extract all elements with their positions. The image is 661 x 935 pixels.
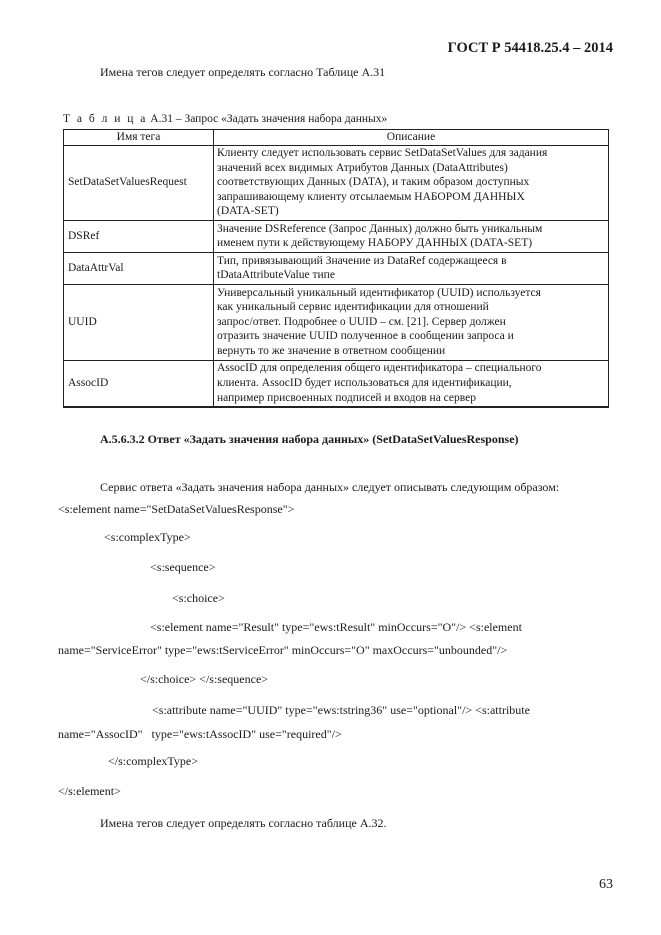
column-header-tag-name: Имя тега <box>64 130 214 146</box>
intro-paragraph: Имена тегов следует определять согласно Таблице А.31 <box>100 65 386 79</box>
description-line: именем пути к действующему НАБОРУ ДАННЫХ (DATA-SET) <box>217 237 533 250</box>
description-cell <box>214 145 609 220</box>
description-line: tDataAttributeValue типе <box>217 269 335 282</box>
body-paragraph: Имена тегов следует определять согласно таблице А.32. <box>100 816 387 830</box>
description-line: запрашивающему клиенту отсылаемым НАБОРОМ ДАННЫХ <box>217 190 525 203</box>
tag-name-cell: DSRef <box>64 220 214 252</box>
description-line: AssocID для определения общего идентификатора – специального <box>217 362 542 375</box>
page-number: 63 <box>599 877 613 892</box>
description-line: Значение DSReference (Запрос Данных) должно быть уникальным <box>217 222 543 235</box>
body-paragraph: Сервис ответа «Задать значения набора данных» следует описывать следующим образом: <box>100 480 560 494</box>
table-row <box>64 284 609 360</box>
table-header-row <box>64 130 609 146</box>
code-line: <s:sequence> <box>150 560 216 574</box>
description-line: отразить значение UUID полученное в сообщении запроса и <box>217 330 514 343</box>
code-line: <s:element name="SetDataSetValuesResponse"> <box>58 502 295 516</box>
code-line: <s:attribute name="UUID" type="ews:tstring36" use="optional"/> <s:attribute <box>152 703 530 717</box>
description-cell <box>214 252 609 284</box>
table-row <box>64 145 609 220</box>
table-caption-prefix: Т а б л и ц а <box>63 113 148 125</box>
table-caption-text: А.31 – Запрос «Задать значения набора данных» <box>150 113 388 125</box>
description-line: значений всех видимых Атрибутов Данных (DataAttributes) <box>217 161 508 174</box>
code-line: <s:element name="Result" type="ews:tResult" minOccurs="O"/> <s:element <box>150 620 522 634</box>
description-line: Универсальный уникальный идентификатор (UUID) используется <box>217 286 541 299</box>
tag-name-cell: SetDataSetValuesRequest <box>64 145 214 220</box>
description-line: клиента. AssocID будет использоваться для идентификации, <box>217 377 512 390</box>
tag-name-cell: AssocID <box>64 360 214 407</box>
description-line: Клиенту следует использовать сервис SetDataSetValues для задания <box>217 147 548 160</box>
tags-table <box>63 129 609 408</box>
description-line: как уникальный сервис идентификации для отношений <box>217 301 489 314</box>
description-cell <box>214 220 609 252</box>
code-line: </s:complexType> <box>108 754 199 768</box>
document-code-header: ГОСТ Р 54418.25.4 – 2014 <box>447 40 613 56</box>
code-line: </s:choice> </s:sequence> <box>140 672 269 686</box>
description-line: соответствующих Данных (DATA), и таким образом доступных <box>217 176 530 189</box>
table-row <box>64 252 609 284</box>
description-line: например присвоенных подписей и входов на сервер <box>217 391 476 404</box>
code-line: <s:complexType> <box>104 530 191 544</box>
description-line: Тип, привязывающий Значение из DataRef содержащееся в <box>217 254 507 267</box>
table-caption <box>63 113 387 125</box>
column-header-description: Описание <box>214 130 609 146</box>
description-line: вернуть то же значение в ответном сообщении <box>217 344 446 357</box>
code-line: </s:element> <box>58 784 121 798</box>
description-line: запрос/ответ. Подробнее о UUID – см. [21]. Сервер должен <box>217 315 506 328</box>
section-title: А.5.6.3.2 Ответ «Задать значения набора данных» (SetDataSetValuesResponse) <box>100 432 519 446</box>
description-cell <box>214 284 609 360</box>
code-line: name="AssocID" type="ews:tAssocID" use="required"/> <box>58 727 342 741</box>
code-line: <s:choice> <box>172 591 225 605</box>
table-row <box>64 360 609 407</box>
table-row <box>64 220 609 252</box>
description-line: (DATA-SET) <box>217 205 279 218</box>
description-cell <box>214 360 609 407</box>
code-line: name="ServiceError" type="ews:tServiceError" minOccurs="O" maxOccurs="unbounded"/> <box>58 643 508 657</box>
tag-name-cell: UUID <box>64 284 214 360</box>
tag-name-cell: DataAttrVal <box>64 252 214 284</box>
